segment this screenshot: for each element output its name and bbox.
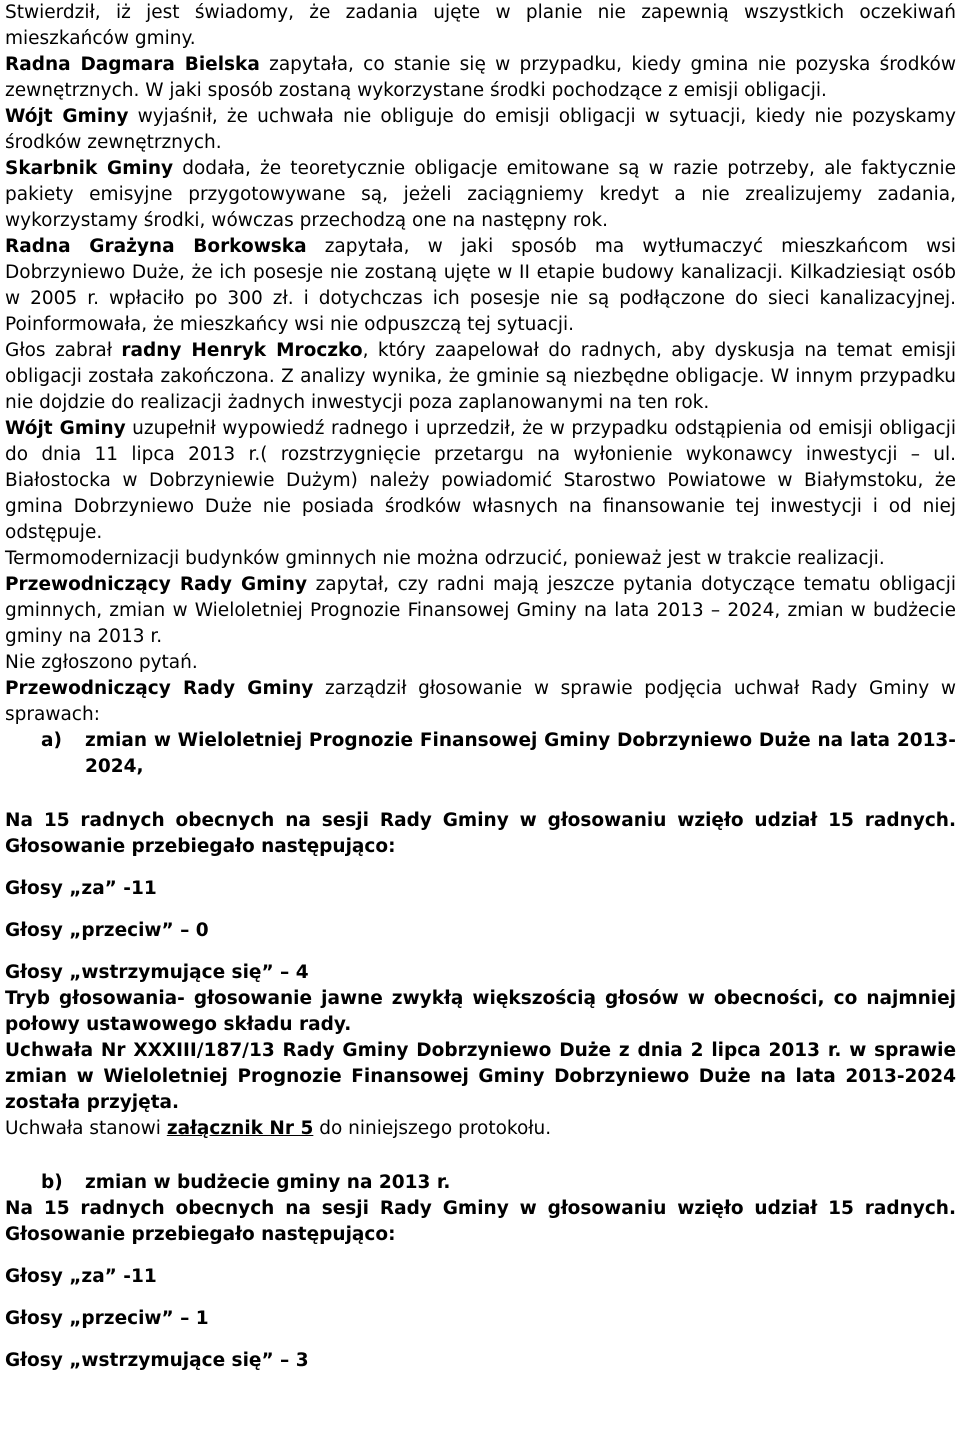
- vote-przeciw-b: Głosy „przeciw” – 1: [5, 1308, 209, 1329]
- paragraph-text: , który zaapelował do radnych, aby dyskusja na temat emisji obligacji została zakończona. Z analizy wynika, że gminie są niezbędne obligacje. W innym przypadku nie dojdzie do realizacji żadnych inwestycji poza zaplanowanymi na ten rok.: [5, 340, 956, 413]
- paragraph-wojt-1: [5, 104, 956, 156]
- paragraph-bielska: [5, 52, 956, 104]
- paragraph-statement: Stwierdził, iż jest świadomy, że zadania ujęte w planie nie zapewnią wszystkich oczekiwań mieszkańców gminy.: [5, 2, 956, 49]
- paragraph-text: zapytał, czy radni mają jeszcze pytania dotyczące tematu obligacji gminnych, zmian w Wieloletniej Prognozie Finansowej Gminy na lata 2013 – 2024, zmian w budżecie gminy na 2013 r.: [5, 574, 956, 647]
- list-marker: b): [41, 1172, 63, 1193]
- paragraph-text: zarządził głosowanie w sprawie podjęcia uchwał Rady Gminy w sprawach:: [5, 678, 956, 725]
- paragraph-no-questions: Nie zgłoszono pytań.: [5, 652, 198, 673]
- vote-mode: Tryb głosowania- głosowanie jawne zwykłą większością głosów w obecności, co najmniej połowy ustawowego składu rady.: [5, 988, 956, 1035]
- vote-za-b: Głosy „za” -11: [5, 1266, 157, 1287]
- vote-intro-b: Na 15 radnych obecnych na sesji Rady Gminy w głosowaniu wzięło udział 15 radnych. Głosowanie przebiegało następująco:: [5, 1198, 956, 1245]
- speaker-name: Radna Grażyna Borkowska: [5, 236, 307, 257]
- paragraph-text: dodała, że teoretycznie obligacje emitowane są w razie potrzeby, ale faktycznie pakiety emisyjne przygotowywane są, jeżeli zaciągniemy kredyt a nie zrealizujemy zadania, wykorzystamy środki, wówczas przechodzą one na następny rok.: [5, 158, 956, 231]
- attachment-note: [5, 1116, 956, 1142]
- vote-wstrzym-a: Głosy „wstrzymujące się” – 4: [5, 962, 309, 983]
- resolution-adopted: Uchwała Nr XXXIII/187/13 Rady Gminy Dobrzyniewo Duże z dnia 2 lipca 2013 r. w sprawie zmian w Wieloletniej Prognozie Finansowej Gminy Dobrzyniewo Duże na lata 2013-2024 została przyjęta.: [5, 1040, 956, 1113]
- attachment-pre: Uchwała stanowi: [5, 1118, 167, 1139]
- list-marker: a): [41, 730, 62, 751]
- paragraph-przewodniczacy-2: [5, 676, 956, 728]
- vote-przeciw-a: Głosy „przeciw” – 0: [5, 920, 209, 941]
- speaker-name: Skarbnik Gminy: [5, 158, 174, 179]
- paragraph-text: uzupełnił wypowiedź radnego i uprzedził, że w przypadku odstąpienia od emisji obligacji do dnia 11 lipca 2013 r.( rozstrzygnięcie przetargu na wyłonienie wykonawcy inwestycji – ul. Białostocka w Dobrzyniewie Dużym) należy powiadomić Starostwo Powiatowe w Białymstoku, że gmina Dobrzyniewo Duże nie posiada środków własnych na finansowanie tej inwestycji i od niej odstępuje.: [5, 418, 956, 543]
- speaker-name: Wójt Gminy: [5, 106, 129, 127]
- vote-intro-a: Na 15 radnych obecnych na sesji Rady Gminy w głosowaniu wzięło udział 15 radnych. Głosowanie przebiegało następująco:: [5, 810, 956, 857]
- list-item-text: zmian w budżecie gminy na 2013 r.: [85, 1172, 451, 1193]
- paragraph-text: wyjaśnił, że uchwała nie obliguje do emisji obligacji w sytuacji, kiedy nie pozyskamy środków zewnętrznych.: [5, 106, 956, 153]
- vote-wstrzym-b: Głosy „wstrzymujące się” – 3: [5, 1350, 309, 1371]
- paragraph-text: Głos zabrał: [5, 340, 122, 361]
- speaker-name: Wójt Gminy: [5, 418, 126, 439]
- speaker-name: Przewodniczący Rady Gminy: [5, 574, 308, 595]
- attachment-post: do niniejszego protokołu.: [313, 1118, 552, 1139]
- list-item-text: zmian w Wieloletniej Prognozie Finansowej Gminy Dobrzyniewo Duże na lata 2013-2024,: [85, 730, 956, 777]
- paragraph-wojt-2: [5, 416, 956, 546]
- paragraph-mroczko: [5, 338, 956, 416]
- paragraph-skarbnik: [5, 156, 956, 234]
- vote-za-a: Głosy „za” -11: [5, 878, 157, 899]
- paragraph-text: zapytała, co stanie się w przypadku, kiedy gmina nie pozyska środków zewnętrznych. W jaki sposób zostaną wykorzystane środki pochodzące z emisji obligacji.: [5, 54, 956, 101]
- speaker-name: Przewodniczący Rady Gminy: [5, 678, 314, 699]
- paragraph-przewodniczacy-1: [5, 572, 956, 650]
- paragraph-borkowska: [5, 234, 956, 338]
- paragraph-termomodernizacja: Termomodernizacji budynków gminnych nie można odrzucić, ponieważ jest w trakcie realizacji.: [5, 548, 885, 569]
- paragraph-text: zapytała, w jaki sposób ma wytłumaczyć mieszkańcom wsi Dobrzyniewo Duże, że ich posesje nie zostaną ujęte w II etapie budowy kanalizacji. Kilkadziesiąt osób w 2005 r. wpłaciło po 300 zł. i dotychczas ich posesje nie są podłączone do sieci kanalizacyjnej. Poinformowała, że mieszkańcy wsi nie odpuszczą tej sytuacji.: [5, 236, 956, 335]
- list-item-b: [41, 1170, 956, 1196]
- attachment-link: załącznik Nr 5: [166, 1118, 314, 1139]
- speaker-name: radny Henryk Mroczko: [121, 340, 363, 361]
- list-item-a: [41, 728, 956, 780]
- speaker-name: Radna Dagmara Bielska: [5, 54, 260, 75]
